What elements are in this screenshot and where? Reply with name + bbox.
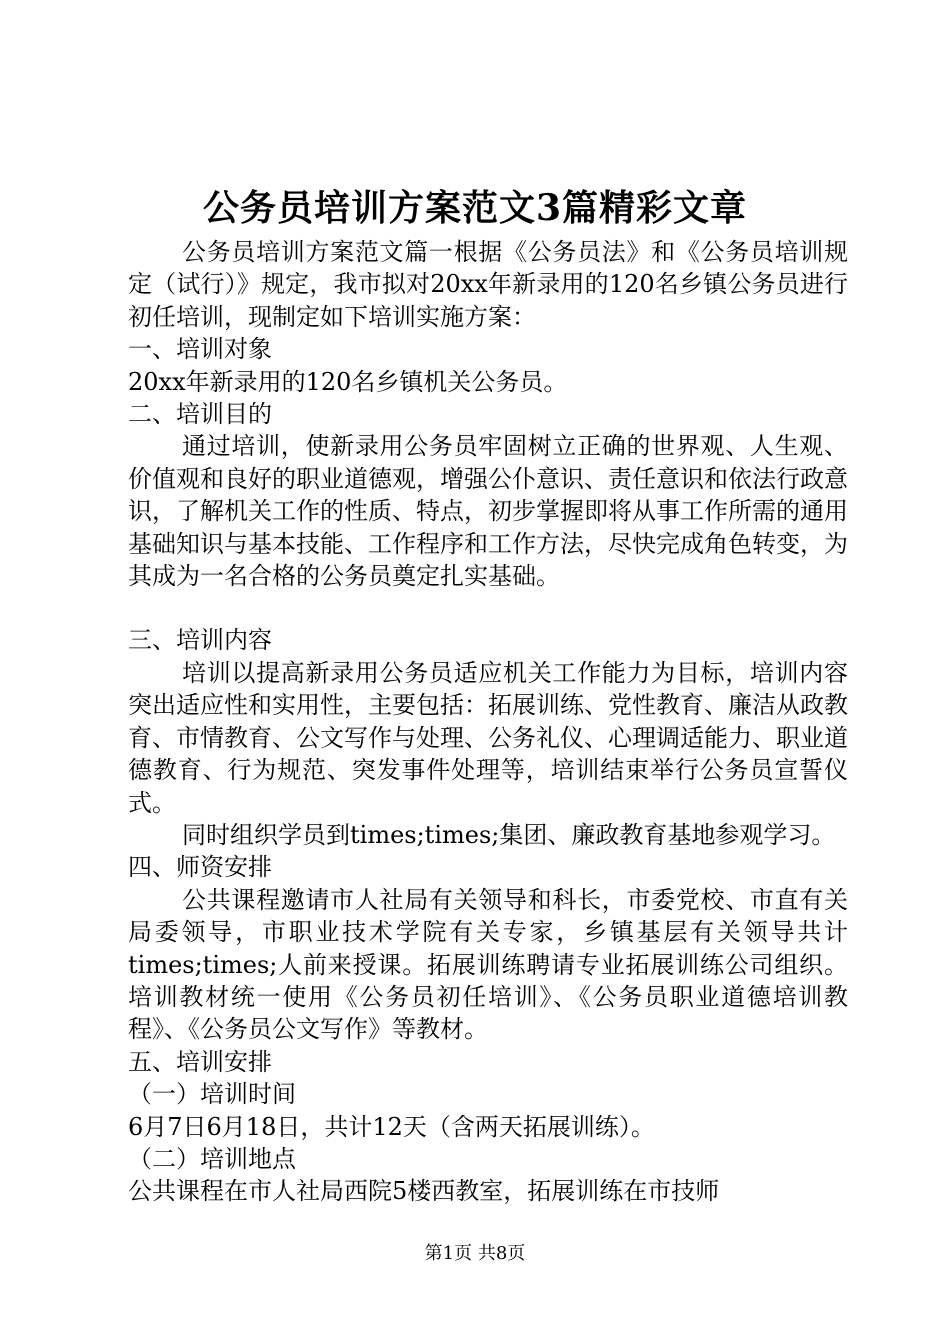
paragraph-spacer [128, 592, 848, 624]
subheading-training-time: （一）培训时间 [128, 1080, 296, 1109]
training-purpose-paragraph: 通过培训，使新录用公务员牢固树立正确的世界观、人生观、价值观和良好的职业道德观，增强公仆意识、责任意识和依法行政意识，了解机关工作的性质、特点，初步掌握即将从事工作所需的通用基础知识与基本技能、工作程序和工作方法，尽快完成角色转变，为其成为一名合格的公务员奠定扎实基础。 [128, 432, 848, 591]
page-number-footer: 第1页 共8页 [424, 1243, 526, 1264]
training-location-text: 公共课程在市人社局西院5楼西教室，拓展训练在市技师 [128, 1177, 720, 1206]
training-targets-text: 20xx年新录用的120名乡镇机关公务员。 [128, 367, 568, 396]
faculty-paragraph: 公共课程邀请市人社局有关领导和科长，市委党校、市直有关局委领导，市职业技术学院有关专家，乡镇基层有关领导共计times;times;人前来授课。拓展训练聘请专业拓展训练公司组织。培训教材统一使用《公务员初任培训》、《公务员职业道德培训教程》、《公务员公文写作》等教材。 [128, 885, 848, 1044]
subheading-training-location: （二）培训地点 [128, 1144, 296, 1173]
section-heading-training-content: 三、培训内容 [128, 626, 272, 655]
training-content-paragraph: 培训以提高新录用公务员适应机关工作能力为目标，培训内容突出适应性和实用性，主要包括：拓展训练、党性教育、廉洁从政教育、市情教育、公文写作与处理、公务礼仪、心理调适能力、职业道德教育、行为规范、突发事件处理等，培训结束举行公务员宣誓仪式。 [128, 658, 848, 817]
document-body [128, 236, 848, 1208]
training-time-text: 6月7日6月18日，共计12天（含两天拓展训练）。 [128, 1112, 655, 1141]
section-heading-training-purpose: 二、培训目的 [128, 400, 272, 429]
section-heading-schedule: 五、培训安排 [128, 1047, 272, 1076]
section-heading-faculty: 四、师资安排 [128, 853, 272, 882]
document-title: 公务员培训方案范文3篇精彩文章 [202, 187, 748, 229]
section-heading-training-targets: 一、培训对象 [128, 335, 272, 364]
intro-paragraph: 公务员培训方案范文篇一根据《公务员法》和《公务员培训规定（试行）》规定，我市拟对20xx年新录用的120名乡镇公务员进行初任培训，现制定如下培训实施方案： [128, 238, 848, 331]
site-visit-paragraph: 同时组织学员到times;times;集团、廉政教育基地参观学习。 [182, 820, 836, 849]
